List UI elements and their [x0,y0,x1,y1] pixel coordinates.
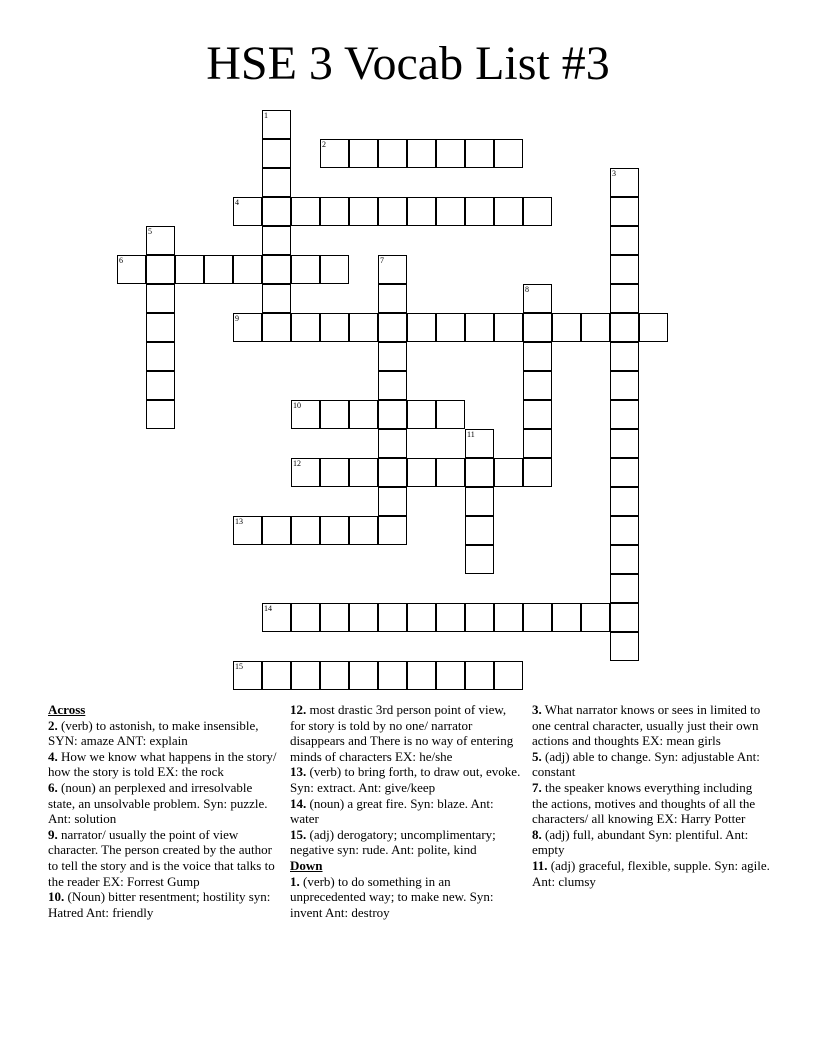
crossword-cell[interactable] [320,139,349,168]
crossword-cell[interactable] [378,139,407,168]
crossword-cell[interactable] [291,458,320,487]
crossword-cell[interactable] [233,197,262,226]
crossword-cell[interactable] [436,458,465,487]
clue-column-3 [532,702,770,889]
down-clue-5 [532,749,770,780]
crossword-cell[interactable] [262,661,291,690]
crossword-cell[interactable] [523,400,552,429]
crossword-cell[interactable] [465,429,494,458]
crossword-cell[interactable] [378,255,407,284]
across-clue-12 [290,702,522,764]
crossword-cell[interactable] [146,400,175,429]
clue-number: 1. [290,873,300,889]
crossword-cell[interactable] [610,632,639,661]
crossword-cell[interactable] [581,313,610,342]
crossword-cell[interactable] [146,342,175,371]
crossword-cell[interactable] [610,516,639,545]
crossword-cell[interactable] [523,458,552,487]
across-clue-6 [48,780,280,827]
crossword-cell[interactable] [610,284,639,313]
crossword-cell[interactable] [465,661,494,690]
crossword-cell[interactable] [262,197,291,226]
down-heading: Down [290,857,323,873]
crossword-cell[interactable] [320,400,349,429]
crossword-cell[interactable] [610,487,639,516]
across-clue-10 [48,889,280,920]
crossword-cell[interactable] [320,255,349,284]
crossword-cell[interactable] [407,458,436,487]
clue-text: (verb) to do something in an unprecedented way; to make new. Syn: invent Ant: destroy [290,873,494,920]
crossword-cell[interactable] [494,603,523,632]
clue-column-1 [48,702,280,920]
crossword-cell[interactable] [407,197,436,226]
down-clue-3 [532,702,770,749]
clue-number: 4. [48,748,58,764]
crossword-cell[interactable] [436,197,465,226]
crossword-cell[interactable] [378,284,407,313]
clue-text: (adj) full, abundant Syn: plentiful. Ant: empty [532,826,749,858]
crossword-cell[interactable] [523,284,552,313]
clue-number: 10. [48,889,65,905]
crossword-cell[interactable] [523,371,552,400]
clue-number: 7. [532,779,542,795]
down-clue-7 [532,780,770,827]
crossword-cell[interactable] [146,226,175,255]
clue-number: 2. [48,717,58,733]
crossword-cell[interactable] [610,429,639,458]
cell-number: 7 [380,256,384,265]
crossword-cell[interactable] [291,197,320,226]
crossword-cell[interactable] [349,313,378,342]
crossword-cell[interactable] [610,168,639,197]
clue-text: How we know what happens in the story/ how the story is told EX: the rock [48,748,277,780]
crossword-cell[interactable] [494,661,523,690]
clue-text: (adj) derogatory; uncomplimentary; negative syn: rude. Ant: polite, kind [290,826,496,858]
crossword-cell[interactable] [378,400,407,429]
clue-number: 6. [48,779,58,795]
crossword-cell[interactable] [262,255,291,284]
page-title: HSE 3 Vocab List #3 [206,37,610,90]
crossword-cell[interactable] [436,139,465,168]
crossword-cell[interactable] [581,603,610,632]
cell-number: 11 [467,430,475,439]
crossword-cell[interactable] [291,400,320,429]
crossword-cell[interactable] [552,313,581,342]
crossword-cell[interactable] [146,255,175,284]
crossword-cell[interactable] [320,313,349,342]
crossword-cell[interactable] [407,661,436,690]
crossword-cell[interactable] [465,516,494,545]
across-clue-13 [290,764,522,795]
crossword-cell[interactable] [523,603,552,632]
crossword-cell[interactable] [233,661,262,690]
crossword-cell[interactable] [262,168,291,197]
clue-text: narrator/ usually the point of view character. The person created by the author to tell the story and is the voice that talks to the reader EX: Forrest Gump [48,826,275,889]
cell-number: 6 [119,256,123,265]
crossword-cell[interactable] [465,313,494,342]
crossword-cell[interactable] [523,429,552,458]
crossword-cell[interactable] [465,545,494,574]
crossword-cell[interactable] [262,139,291,168]
crossword-cell[interactable] [523,313,552,342]
clue-text: (noun) an perplexed and irresolvable state, an unsolvable problem. Syn: puzzle. Ant: solution [48,779,268,827]
cell-number: 13 [235,517,243,526]
crossword-cell[interactable] [610,545,639,574]
crossword-cell[interactable] [320,661,349,690]
crossword-cell[interactable] [610,313,639,342]
clue-text: (adj) graceful, flexible, supple. Syn: agile. Ant: clumsy [532,857,770,889]
crossword-cell[interactable] [233,313,262,342]
cell-number: 12 [293,459,301,468]
crossword-cell[interactable] [378,342,407,371]
crossword-cell[interactable] [204,255,233,284]
clue-text: (adj) able to change. Syn: adjustable Ant: constant [532,748,760,780]
crossword-cell[interactable] [494,458,523,487]
across-clue-2 [48,718,280,749]
clue-number: 13. [290,764,307,780]
crossword-cell[interactable] [378,458,407,487]
cell-number: 1 [264,111,268,120]
clue-column-2 [290,702,522,920]
crossword-cell[interactable] [610,371,639,400]
crossword-cell[interactable] [610,458,639,487]
down-clue-1 [290,874,522,921]
clue-number: 15. [290,826,307,842]
crossword-cell[interactable] [349,516,378,545]
clue-text: (verb) to bring forth, to draw out, evoke. Syn: extract. Ant: give/keep [290,764,521,795]
cell-number: 10 [293,401,301,410]
crossword-cell[interactable] [320,458,349,487]
across-clue-14 [290,796,522,827]
crossword-cell[interactable] [146,284,175,313]
crossword-cell[interactable] [349,197,378,226]
cell-number: 9 [235,314,239,323]
cell-number: 2 [322,140,326,149]
crossword-cell[interactable] [233,516,262,545]
crossword-cell[interactable] [175,255,204,284]
crossword-cell[interactable] [523,342,552,371]
crossword-cell[interactable] [262,284,291,313]
clue-text: (verb) to astonish, to make insensible, SYN: amaze ANT: explain [48,717,259,749]
clue-text: most drastic 3rd person point of view, for story is told by no one/ narrator disappears and There is no way of entering minds of characters EX: he/she [290,702,514,764]
crossword-cell[interactable] [610,574,639,603]
crossword-cell[interactable] [378,197,407,226]
crossword-cell[interactable] [610,400,639,429]
crossword-cell[interactable] [378,661,407,690]
crossword-cell[interactable] [465,487,494,516]
crossword-cell[interactable] [349,603,378,632]
clue-number: 14. [290,795,307,811]
crossword-cell[interactable] [291,516,320,545]
clue-number: 11. [532,857,548,873]
crossword-cell[interactable] [436,603,465,632]
cell-number: 14 [264,604,272,613]
cell-number: 5 [148,227,152,236]
crossword-cell[interactable] [494,313,523,342]
cell-number: 4 [235,198,239,207]
crossword-cell[interactable] [320,516,349,545]
crossword-cell[interactable] [262,226,291,255]
crossword-cell[interactable] [436,313,465,342]
crossword-cell[interactable] [262,603,291,632]
crossword-cell[interactable] [146,313,175,342]
crossword-cell[interactable] [610,255,639,284]
crossword-cell[interactable] [552,603,581,632]
crossword-cell[interactable] [407,400,436,429]
crossword-cell[interactable] [407,139,436,168]
crossword-cell[interactable] [523,197,552,226]
clue-text: What narrator knows or sees in limited to one central character, usually just their own actions and thoughts EX: mean girls [532,702,761,749]
crossword-cell[interactable] [610,226,639,255]
crossword-cell[interactable] [465,603,494,632]
across-clue-4 [48,749,280,780]
crossword-cell[interactable] [465,139,494,168]
crossword-cell[interactable] [349,139,378,168]
crossword-cell[interactable] [349,661,378,690]
down-clue-8 [532,827,770,858]
across-clue-15 [290,827,522,858]
crossword-cell[interactable] [291,255,320,284]
crossword-cell[interactable] [378,516,407,545]
clue-number: 9. [48,826,58,842]
crossword-cell[interactable] [291,603,320,632]
cell-number: 8 [525,285,529,294]
clue-number: 8. [532,826,542,842]
crossword-cell[interactable] [436,400,465,429]
crossword-cell[interactable] [349,400,378,429]
across-heading: Across [48,702,86,717]
crossword-cell[interactable] [494,197,523,226]
crossword-cell[interactable] [349,458,378,487]
crossword-cell[interactable] [320,603,349,632]
clue-number: 12. [290,702,307,717]
cell-number: 15 [235,662,243,671]
clue-number: 5. [532,748,542,764]
crossword-cell[interactable] [465,197,494,226]
crossword-cell[interactable] [610,603,639,632]
crossword-cell[interactable] [378,429,407,458]
crossword-cell[interactable] [378,487,407,516]
crossword-cell[interactable] [291,313,320,342]
crossword-cell[interactable] [291,661,320,690]
crossword-cell[interactable] [610,342,639,371]
crossword-cell[interactable] [378,603,407,632]
clue-text: the speaker knows everything including the actions, motives and thoughts of all the characters/ all knowing EX: Harry Potter [532,779,756,827]
across-clue-9 [48,827,280,889]
clue-text: (Noun) bitter resentment; hostility syn: Hatred Ant: friendly [48,889,271,920]
crossword-cell[interactable] [262,516,291,545]
down-clue-11 [532,858,770,889]
crossword-cell[interactable] [262,110,291,139]
crossword-cell[interactable] [610,197,639,226]
crossword-cell[interactable] [465,458,494,487]
crossword-cell[interactable] [378,313,407,342]
crossword-cell[interactable] [320,197,349,226]
crossword-cell[interactable] [407,603,436,632]
crossword-cell[interactable] [494,139,523,168]
cell-number: 3 [612,169,616,178]
clue-number: 3. [532,702,542,717]
crossword-cell[interactable] [233,255,262,284]
crossword-cell[interactable] [407,313,436,342]
clue-text: (noun) a great fire. Syn: blaze. Ant: water [290,795,494,827]
crossword-cell[interactable] [436,661,465,690]
crossword-cell[interactable] [117,255,146,284]
crossword-cell[interactable] [378,371,407,400]
crossword-cell[interactable] [639,313,668,342]
crossword-cell[interactable] [262,313,291,342]
crossword-cell[interactable] [146,371,175,400]
